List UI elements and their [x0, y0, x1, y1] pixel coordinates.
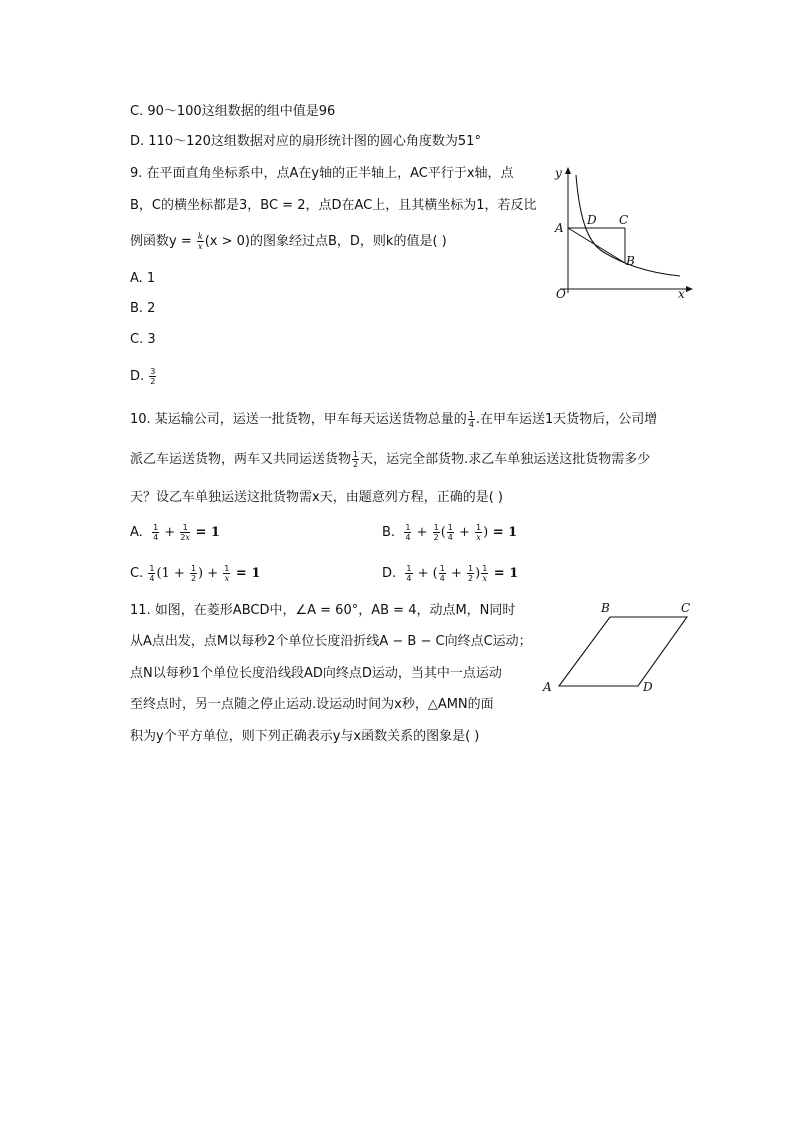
q11-stem-line4: 至终点时，另一点随之停止运动.设运动时间为x秒，△AMN的面: [130, 697, 494, 712]
q9-stem-line3: [130, 232, 447, 252]
q9-coordinate-figure: [550, 165, 700, 305]
label-o: O: [556, 287, 566, 301]
label-b: B: [626, 254, 635, 268]
label-c: C: [681, 601, 691, 615]
q8-option-d: D. 110～120这组数据对应的扇形统计图的圆心角度数为51°: [130, 134, 481, 149]
q10-stem-line1: 10. 某运输公司，运送一批货物，甲车每天运送货物总量的 $\frac{1}{4}$ .在甲车运送1天货物后，公司增: [130, 410, 658, 429]
rhombus-abcd: [559, 617, 687, 686]
q8-option-c: C. 90～100这组数据的组中值是96: [130, 104, 336, 119]
q9-fraction-k-over-x: $\frac{k}{x}$: [197, 232, 203, 251]
q11-stem-line2: 从A点出发，点M以每秒2个单位长度沿折线A − B − C向终点C运动；: [130, 634, 532, 649]
q10-option-d: D. $\frac{1}{4}$ + ( $\frac{1}{4}$ + $\frac{1}{2}$ ) $\frac{1}{x}$ = 1: [382, 564, 519, 583]
q10-stem-line2: 派乙车运送货物，两车又共同运送货物 $\frac{1}{2}$ 天，运完全部货物.求乙车单独运送这批货物需多少: [130, 450, 651, 469]
q9-option-b: B. 2: [130, 301, 156, 316]
q11-rhombus-figure: [540, 598, 700, 698]
segment-ab: [568, 228, 625, 263]
q10-option-b: B. $\frac{1}{4}$ + $\frac{1}{2}$ ( $\frac{1}{4}$ + $\frac{1}{x}$ ) = 1: [382, 523, 518, 542]
label-d: D: [643, 680, 653, 694]
label-a: A: [543, 680, 552, 694]
q11-stem-line3: 点N以每秒1个单位长度沿线段AD向终点D运动，当其中一点运动: [130, 666, 502, 681]
label-b: B: [601, 601, 610, 615]
q10-option-a: A. $\frac{1}{4}$ + $\frac{1}{2x}$ = 1: [130, 523, 220, 542]
q9-stem-line3-post: (x > 0)的图象经过点B，D，则k的值是( ): [204, 234, 447, 249]
q9-option-d: D. $\frac{3}{2}$: [130, 367, 156, 386]
label-c: C: [619, 213, 629, 227]
label-d: D: [587, 213, 597, 227]
label-a: A: [555, 221, 564, 235]
q10-stem-line3: 天？设乙车单独运送这批货物需x天，由题意列方程，正确的是( ): [130, 490, 503, 505]
label-y: y: [555, 166, 562, 180]
q10-fraction-one-half: $\frac{1}{2}$: [353, 450, 359, 469]
q9-stem-line3-pre: 例函数y =: [130, 234, 196, 249]
q9-option-c: C. 3: [130, 332, 156, 347]
q10-fraction-one-quarter: $\frac{1}{4}$: [468, 410, 474, 429]
q10-option-c: C. $\frac{1}{4}$ (1 + $\frac{1}{2}$ ) + $\frac{1}{x}$ = 1: [130, 564, 261, 583]
q11-stem-line1: 11. 如图，在菱形ABCD中，∠A = 60°，AB = 4，动点M，N同时: [130, 603, 516, 618]
q9-option-d-fraction: $\frac{3}{2}$: [150, 367, 156, 386]
y-axis-arrow-icon: [565, 167, 571, 174]
q9-option-a: A. 1: [130, 271, 156, 286]
q11-stem-line5: 积为y个平方单位，则下列正确表示y与x函数关系的图象是( ): [130, 729, 480, 744]
q9-stem-line2: B，C的横坐标都是3，BC = 2，点D在AC上，且其横坐标为1，若反比: [130, 198, 537, 213]
label-x: x: [678, 287, 685, 301]
q9-stem-line1: 9. 在平面直角坐标系中，点A在y轴的正半轴上，AC平行于x轴，点: [130, 166, 514, 181]
x-axis-arrow-icon: [686, 286, 693, 292]
